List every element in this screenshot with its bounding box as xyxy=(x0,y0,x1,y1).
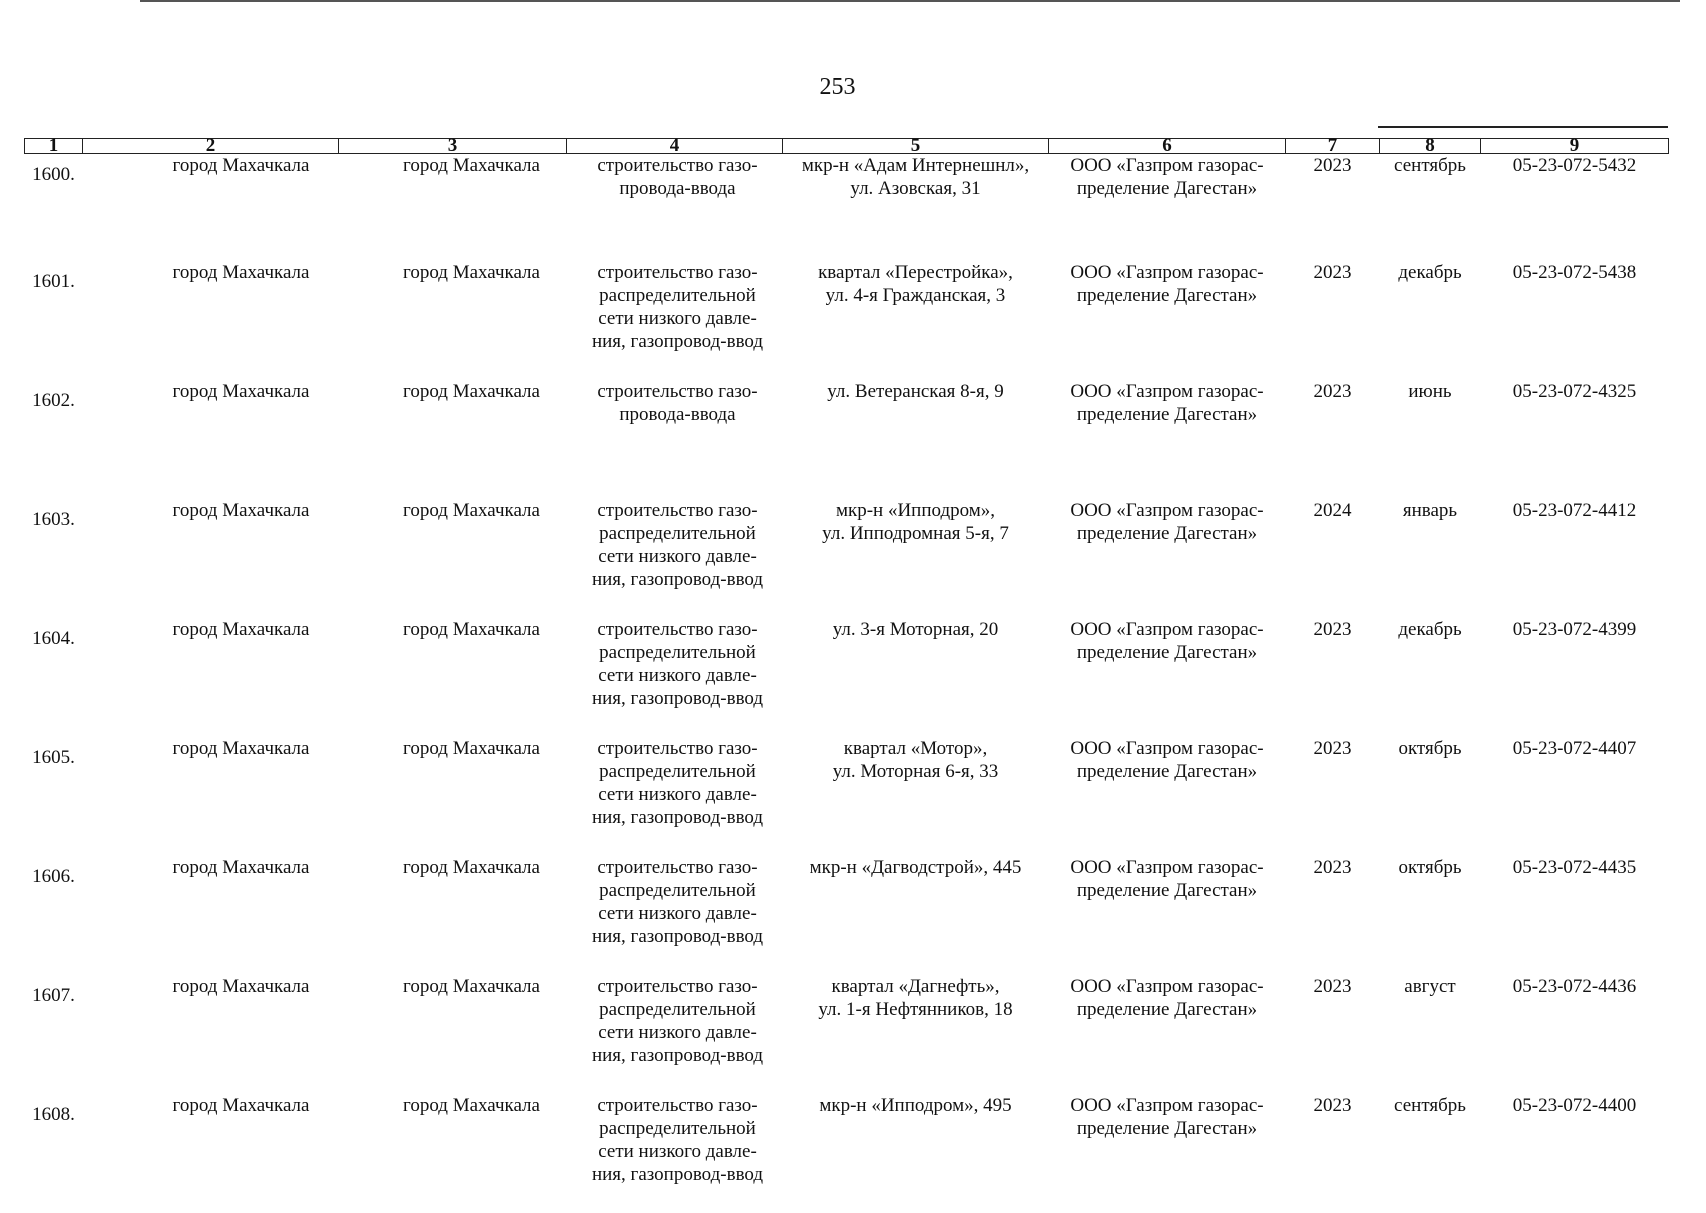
cell-address: ул. Ветеранская 8-я, 9 xyxy=(783,380,1049,499)
cell-month: октябрь xyxy=(1380,856,1481,975)
cell-municipality: город Махачкала xyxy=(83,856,339,975)
cell-municipality: город Махачкала xyxy=(83,154,339,262)
cell-registration-number: 05-23-072-4400 xyxy=(1481,1094,1669,1213)
cell-organization: ООО «Газпром газорас- пределение Дагестан» xyxy=(1049,499,1286,618)
cell-municipality: город Махачкала xyxy=(83,261,339,380)
cell-registration-number: 05-23-072-4436 xyxy=(1481,975,1669,1094)
cell-settlement: город Махачкала xyxy=(339,1094,567,1213)
registry-table xyxy=(24,138,1669,1213)
table-row xyxy=(25,618,1669,737)
cell-organization: ООО «Газпром газорас- пределение Дагестан» xyxy=(1049,154,1286,262)
cell-work-description: строительство газо- распределительной сети низкого давле- ния, газопровод-ввод xyxy=(567,618,783,737)
cell-work-description: строительство газо- распределительной сети низкого давле- ния, газопровод-ввод xyxy=(567,499,783,618)
cell-address: мкр-н «Дагводстрой», 445 xyxy=(783,856,1049,975)
cell-address: мкр-н «Ипподром», ул. Ипподромная 5-я, 7 xyxy=(783,499,1049,618)
cell-row-number: 1606. xyxy=(25,856,83,975)
cell-work-description: строительство газо- распределительной сети низкого давле- ния, газопровод-ввод xyxy=(567,737,783,856)
cell-registration-number: 05-23-072-4407 xyxy=(1481,737,1669,856)
table-row xyxy=(25,856,1669,975)
column-header: 9 xyxy=(1481,139,1669,154)
cell-settlement: город Махачкала xyxy=(339,975,567,1094)
cell-row-number: 1601. xyxy=(25,261,83,380)
cell-organization: ООО «Газпром газорас- пределение Дагестан» xyxy=(1049,975,1286,1094)
cell-registration-number: 05-23-072-4435 xyxy=(1481,856,1669,975)
cell-month: декабрь xyxy=(1380,261,1481,380)
cell-row-number: 1602. xyxy=(25,380,83,499)
cell-municipality: город Махачкала xyxy=(83,380,339,499)
cell-row-number: 1603. xyxy=(25,499,83,618)
cell-month: октябрь xyxy=(1380,737,1481,856)
cell-month: июнь xyxy=(1380,380,1481,499)
cell-year: 2023 xyxy=(1286,1094,1380,1213)
cell-work-description: строительство газо- провода-ввода xyxy=(567,380,783,499)
column-header: 1 xyxy=(25,139,83,154)
cell-work-description: строительство газо- распределительной сети низкого давле- ния, газопровод-ввод xyxy=(567,1094,783,1213)
cell-settlement: город Махачкала xyxy=(339,499,567,618)
cell-month: декабрь xyxy=(1380,618,1481,737)
cell-settlement: город Махачкала xyxy=(339,261,567,380)
cell-address: квартал «Дагнефть», ул. 1-я Нефтянников, 18 xyxy=(783,975,1049,1094)
cell-year: 2023 xyxy=(1286,261,1380,380)
cell-organization: ООО «Газпром газорас- пределение Дагестан» xyxy=(1049,380,1286,499)
table-row xyxy=(25,261,1669,380)
cell-year: 2023 xyxy=(1286,856,1380,975)
cell-year: 2023 xyxy=(1286,154,1380,262)
cell-year: 2024 xyxy=(1286,499,1380,618)
cell-settlement: город Махачкала xyxy=(339,380,567,499)
cell-address: мкр-н «Адам Интернешнл», ул. Азовская, 31 xyxy=(783,154,1049,262)
column-header: 6 xyxy=(1049,139,1286,154)
cell-work-description: строительство газо- распределительной сети низкого давле- ния, газопровод-ввод xyxy=(567,856,783,975)
column-header: 3 xyxy=(339,139,567,154)
cell-month: сентябрь xyxy=(1380,1094,1481,1213)
cell-registration-number: 05-23-072-4399 xyxy=(1481,618,1669,737)
cell-month: январь xyxy=(1380,499,1481,618)
cell-settlement: город Махачкала xyxy=(339,737,567,856)
page-number: 253 xyxy=(0,74,1675,101)
cell-month: август xyxy=(1380,975,1481,1094)
cell-row-number: 1607. xyxy=(25,975,83,1094)
cell-municipality: город Махачкала xyxy=(83,1094,339,1213)
table-body xyxy=(25,154,1669,1213)
cell-organization: ООО «Газпром газорас- пределение Дагестан» xyxy=(1049,261,1286,380)
cell-row-number: 1608. xyxy=(25,1094,83,1213)
cell-row-number: 1604. xyxy=(25,618,83,737)
cell-settlement: город Махачкала xyxy=(339,618,567,737)
cell-registration-number: 05-23-072-4412 xyxy=(1481,499,1669,618)
column-header: 8 xyxy=(1380,139,1481,154)
cell-year: 2023 xyxy=(1286,975,1380,1094)
table-row xyxy=(25,1094,1669,1213)
cell-municipality: город Махачкала xyxy=(83,975,339,1094)
cell-row-number: 1600. xyxy=(25,154,83,262)
cell-work-description: строительство газо- провода-ввода xyxy=(567,154,783,262)
column-header: 7 xyxy=(1286,139,1380,154)
header-row xyxy=(25,139,1669,154)
table-row xyxy=(25,975,1669,1094)
column-header: 5 xyxy=(783,139,1049,154)
cell-year: 2023 xyxy=(1286,737,1380,856)
table-row xyxy=(25,737,1669,856)
cell-row-number: 1605. xyxy=(25,737,83,856)
column-header: 2 xyxy=(83,139,339,154)
cell-month: сентябрь xyxy=(1380,154,1481,262)
scan-edge-line xyxy=(140,0,1680,2)
cell-organization: ООО «Газпром газорас- пределение Дагестан» xyxy=(1049,737,1286,856)
table-row xyxy=(25,154,1669,262)
cell-organization: ООО «Газпром газорас- пределение Дагестан» xyxy=(1049,856,1286,975)
cell-settlement: город Махачкала xyxy=(339,154,567,262)
cell-address: мкр-н «Ипподром», 495 xyxy=(783,1094,1049,1213)
cell-registration-number: 05-23-072-5432 xyxy=(1481,154,1669,262)
cell-address: ул. 3-я Моторная, 20 xyxy=(783,618,1049,737)
cell-registration-number: 05-23-072-4325 xyxy=(1481,380,1669,499)
cell-municipality: город Махачкала xyxy=(83,499,339,618)
cell-address: квартал «Мотор», ул. Моторная 6-я, 33 xyxy=(783,737,1049,856)
cell-address: квартал «Перестройка», ул. 4-я Гражданская, 3 xyxy=(783,261,1049,380)
cell-year: 2023 xyxy=(1286,618,1380,737)
cell-municipality: город Махачкала xyxy=(83,737,339,856)
cell-organization: ООО «Газпром газорас- пределение Дагестан» xyxy=(1049,1094,1286,1213)
cell-registration-number: 05-23-072-5438 xyxy=(1481,261,1669,380)
table-row xyxy=(25,499,1669,618)
header-rule xyxy=(1378,126,1668,128)
cell-work-description: строительство газо- распределительной сети низкого давле- ния, газопровод-ввод xyxy=(567,261,783,380)
table-row xyxy=(25,380,1669,499)
column-header: 4 xyxy=(567,139,783,154)
cell-municipality: город Махачкала xyxy=(83,618,339,737)
cell-year: 2023 xyxy=(1286,380,1380,499)
cell-settlement: город Махачкала xyxy=(339,856,567,975)
cell-work-description: строительство газо- распределительной сети низкого давле- ния, газопровод-ввод xyxy=(567,975,783,1094)
cell-organization: ООО «Газпром газорас- пределение Дагестан» xyxy=(1049,618,1286,737)
